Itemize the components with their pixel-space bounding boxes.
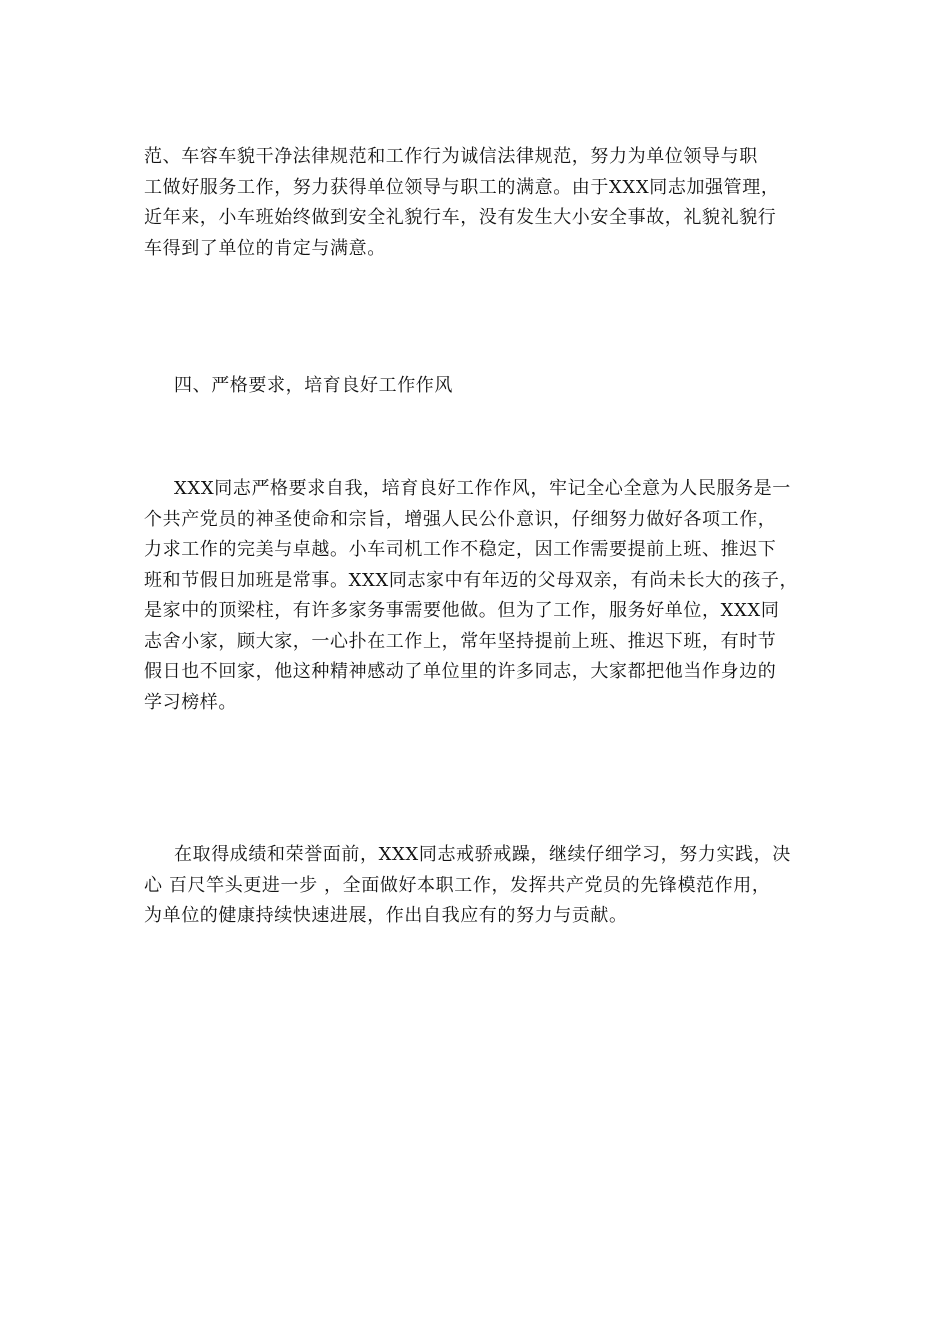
paragraph-line: 假日也不回家，他这种精神感动了单位里的许多同志，大家都把他当作身边的 xyxy=(144,661,777,682)
section-heading xyxy=(144,371,804,402)
section-heading-text: 四、严格要求，培育良好工作作风 xyxy=(174,375,453,396)
paragraph-line: 心 百尺竿头更进一步 ，全面做好本职工作，发挥共产党员的先锋模范作用， xyxy=(144,874,771,896)
paragraph-line: 力求工作的完美与卓越。小车司机工作不稳定，因工作需要提前上班、推迟下 xyxy=(144,539,777,560)
paragraph-line: 在取得成绩和荣誉面前，XXX同志戒骄戒躁，继续仔细学习，努力实践，决 xyxy=(174,844,791,865)
paragraph-line: 学习榜样。 xyxy=(144,691,237,713)
paragraph-line: 车得到了单位的肯定与满意。 xyxy=(144,237,386,259)
paragraph-line: XXX同志严格要求自我，培育良好工作作风，牢记全心全意为人民服务是一 xyxy=(174,478,791,499)
paragraph-work-style xyxy=(144,474,804,718)
paragraph-line: 志舍小家，顾大家，一心扑在工作上，常年坚持提前上班、推迟下班，有时节 xyxy=(144,630,777,652)
paragraph-line: 个共产党员的神圣使命和宗旨，增强人民公仆意识，仔细努力做好各项工作， xyxy=(144,508,777,530)
paragraph-line: 班和节假日加班是常事。XXX同志家中有年迈的父母双亲，有尚未长大的孩子， xyxy=(144,569,799,591)
paragraph-continuation xyxy=(144,142,804,264)
paragraph-line: 工做好服务工作，努力获得单位领导与职工的满意。由于XXX同志加强管理， xyxy=(144,176,780,198)
paragraph-line: 是家中的顶梁柱，有许多家务事需要他做。但为了工作，服务好单位，XXX同 xyxy=(144,600,780,621)
paragraph-line: 范、车容车貌干净法律规范和工作行为诚信法律规范，努力为单位领导与职 xyxy=(144,146,758,167)
paragraph-conclusion xyxy=(144,840,804,932)
paragraph-line: 近年来，小车班始终做到安全礼貌行车，没有发生大小安全事故，礼貌礼貌行 xyxy=(144,207,777,228)
paragraph-line: 为单位的健康持续快速进展，作出自我应有的努力与贡献。 xyxy=(144,905,628,926)
